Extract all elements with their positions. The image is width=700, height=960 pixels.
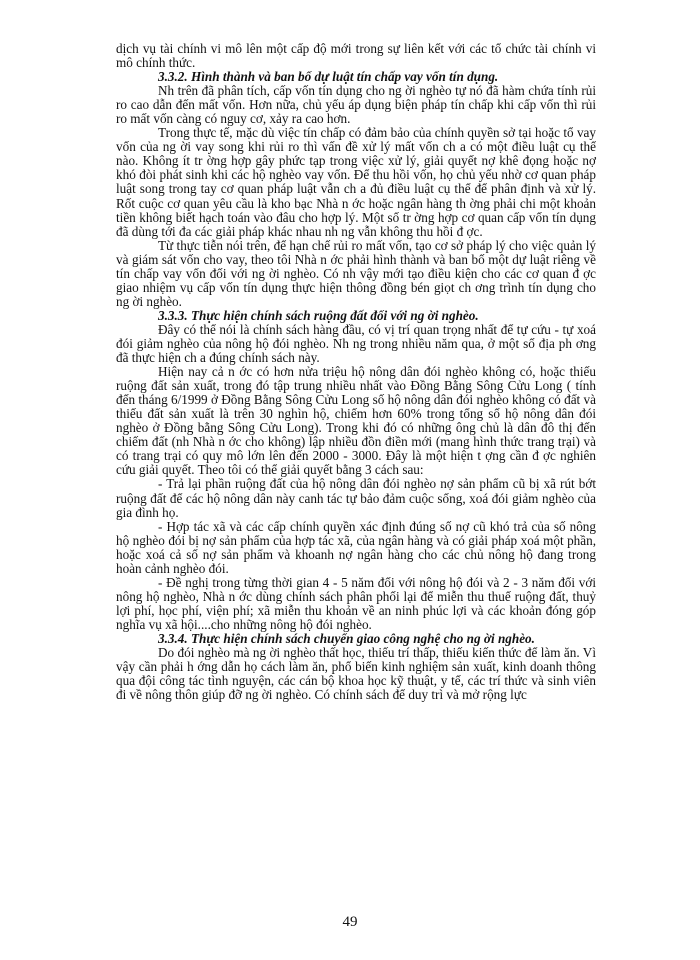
page-number: 49 — [342, 914, 358, 930]
document-page — [116, 42, 596, 702]
paragraph-intro-continuation: dịch vụ tài chính vi mô lên một cấp độ mới trong sự liên kết với các tổ chức tài chính vi mô chính thức. — [116, 41, 596, 71]
paragraph-landless-households: Hiện nay cả n ớc có hơn nửa triệu hộ nông dân đói nghèo không có, hoặc thiếu ruộng đất sản xuất, trong đó tập trung nhiều nhất vào Đồng Bằng Sông Cửu Long ( tính đến tháng 6/1999 ở Đồng Bằng Sông Cửu Long số hộ nông dân đói nghèo không có đất và thiếu đất sản xuất là trên 30 nghìn hộ, chiếm hơn 60% trong tổng số hộ nông dân đói nghèo ở Đồng bằng Sông Cửu Long). Trong khi đó có những ông chủ là dân đô thị đến chiếm đất (nh Nhà n ớc cho không) lập nhiều đồn điền mới (mang hình thức trang trại) và có trang trại có quy mô lớn lên đến 2000 - 3000. Đây là một hiện t ợng cần đ ợc nghiên cứu giải quyết. Theo tôi có thể giải quyết bằng 3 cách sau: — [116, 364, 596, 478]
section-heading-3-3-2: 3.3.2. Hình thành và ban bố dự luật tín chấp vay vốn tín dụng. — [158, 69, 499, 85]
paragraph-credit-risk: Nh trên đã phân tích, cấp vốn tín dụng cho ng ời nghèo tự nó đã hàm chứa tính rủi ro cao dẫn đến mất vốn. Hơn nữa, chủ yếu áp dụng biện pháp tín chấp khi cấp vốn thì rủi ro mất vốn càng có nguy cơ, xảy ra cao hơn. — [116, 83, 596, 127]
list-item-return-land: - Trả lại phần ruộng đất của hộ nông dân đói nghèo nợ sản phẩm cũ bị xã rút bớt ruộng đất để các hộ nông dân này canh tác tự bảo đảm cuộc sống, xoá đói giảm nghèo của gia đình họ. — [116, 476, 596, 520]
paragraph-practice: Trong thực tế, mặc dù việc tín chấp có đảm bảo của chính quyền sở tại hoặc tổ vay vốn của ng ời vay song khi rủi ro thì vấn đề xử lý mất vốn ch a có một điều luật cụ thể nào. Không ít tr ờng hợp gây phức tạp trong việc xử lý, giải quyết nợ khê đọng hoặc nợ khó đòi phát sinh khi các hộ nghèo vay vốn. Để thu hồi vốn, họ chủ yếu nhờ cơ quan pháp luật song trong tay cơ quan pháp luật vẫn ch a đủ điều luật cụ thể để phân định và xử lý. Rốt cuộc cơ quan yêu cầu là kho bạc Nhà n ớc hoặc ngân hàng th ờng phải chi một khoản tiền không biết hạch toán vào đâu cho hợp lý. Một số tr ờng hợp cơ quan cấp vốn tín dụng đã dùng tới đa các giải pháp khác nhau nh ng vẫn không thu hồi đ ợc. — [116, 125, 596, 239]
paragraph-legal-basis: Từ thực tiễn nói trên, để hạn chế rủi ro mất vốn, tạo cơ sở pháp lý cho việc quản lý và giám sát vốn cho vay, theo tôi Nhà n ớc phải hình thành và ban bố một dự luật riêng về tín chấp vay vốn đối với ng ời nghèo. Có nh vậy mới tạo điều kiện cho các cơ quan đ ợc giao nhiệm vụ cấp vốn tín dụng thực hiện thông đồng bén giọt ch ơng trình tín dụng cho ng ời nghèo. — [116, 237, 596, 309]
paragraph-land-policy: Đây có thể nói là chính sách hàng đầu, có vị trí quan trọng nhất để tự cứu - tự xoá đói giảm nghèo của nông hộ đói nghèo. Nh ng trong nhiều năm qua, ở một số địa ph ơng đã thực hiện ch a đúng chính sách này. — [116, 321, 596, 366]
list-item-tax-exemption: - Đề nghị trong từng thời gian 4 - 5 năm đối với nông hộ đói và 2 - 3 năm đối với nông hộ nghèo, Nhà n ớc dùng chính sách phân phối lại để miễn thu thuế ruộng đất, thuỷ lợi phí, học phí, viện phí; xã miễn thu khoản về an ninh phúc lợi và các khoản đóng góp nghĩa vụ xã hội....cho những nông hộ đói nghèo. — [116, 574, 596, 632]
section-heading-3-3-4: 3.3.4. Thực hiện chính sách chuyển giao công nghệ cho ng ời nghèo. — [158, 630, 535, 646]
list-item-debt-relief: - Hợp tác xã và các cấp chính quyền xác định đúng số nợ cũ khó trả của số nông hộ nghèo đói bị nợ sản phẩm của hợp tác xã, của ngân hàng và có giải pháp xoá một phần, hoặc xoá cả số nợ sản phẩm và khoanh nợ ngân hàng cho các chủ nông hộ đang trong hoàn cảnh nghèo đói. — [116, 518, 596, 576]
section-heading-3-3-3: 3.3.3. Thực hiện chính sách ruộng đất đối với ng ời nghèo. — [158, 307, 479, 323]
paragraph-technology-transfer: Do đói nghèo mà ng ời nghèo thất học, thiếu trí thấp, thiếu kiến thức để làm ăn. Vì vậy cần phải h ớng dẫn họ cách làm ăn, phổ biến kinh nghiệm sản xuất, kinh doanh thông qua đội công tác tình nguyện, các cán bộ khoa học kỹ thuật, y tế, các trí thức và sinh viên đi về nông thôn giúp đỡ ng ời nghèo. Có chính sách để duy trì và mở rộng lực — [116, 645, 596, 703]
